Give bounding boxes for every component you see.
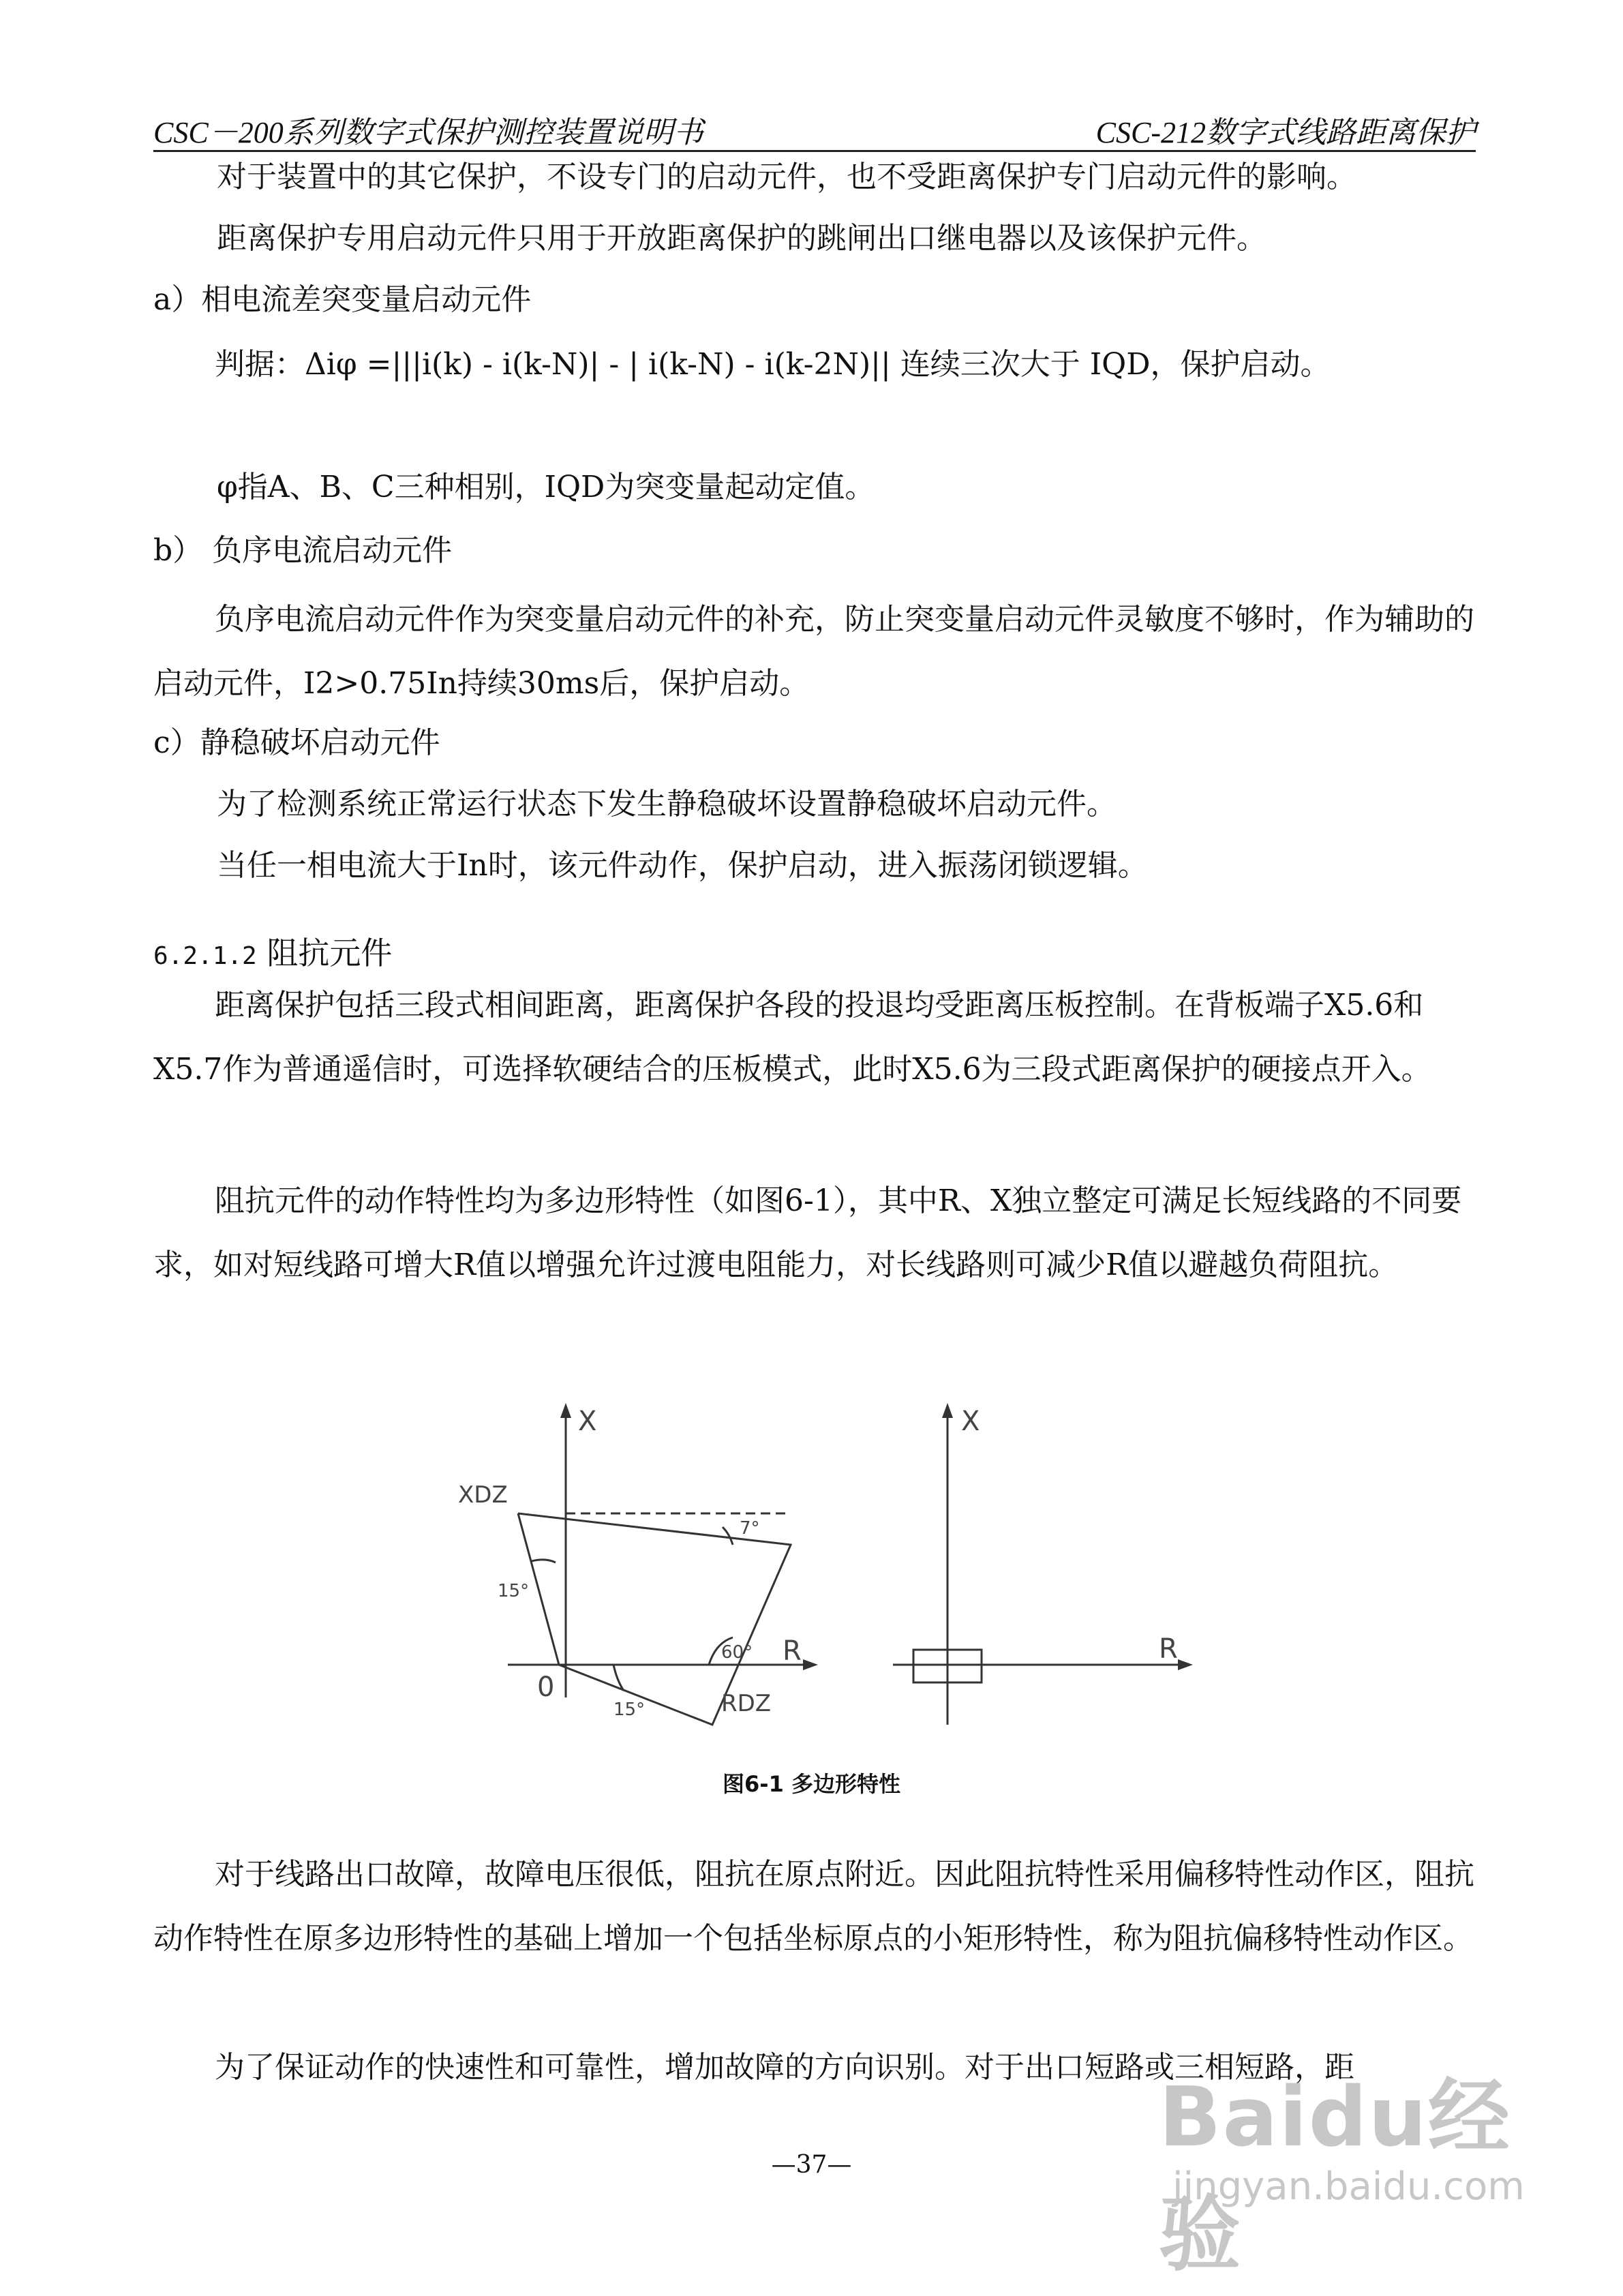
angle-arc-15-left [532,1560,556,1562]
subsection-c-text-2: 当任一相电流大于In时，该元件动作，保护启动，进入振荡闭锁逻辑。 [217,848,1148,883]
subsection-c-title: c）静稳破坏启动元件 [153,725,440,760]
left-axis-label-x: X [578,1406,597,1437]
subsection-c-text-1: 为了检测系统正常运行状态下发生静稳破坏设置静稳破坏启动元件。 [217,787,1117,821]
angle-label-7: 7° [740,1518,760,1539]
section-heading [153,933,392,977]
right-axis-label-x: X [961,1406,980,1437]
watermark-logo: Baidu经验 [1159,2070,1511,2282]
angle-label-15-bottom: 15° [613,1700,646,1720]
angle-label-60: 60° [721,1642,753,1663]
header-title-right: CSC-212数字式线路距离保护 [1095,116,1476,149]
right-axis-label-r: R [1159,1633,1178,1665]
page-header [153,108,1476,152]
angle-arc-7 [723,1527,733,1545]
section-paragraph-1: 距离保护包括三段式相间距离，距离保护各段的投退均受距离压板控制。在背板端子X5.6和X5.7作为普通遥信时，可选择软硬结合的压板模式，此时X5.6为三段式距离保护的硬接点开入。 [153,988,1431,1087]
polygon-characteristic-figure [0,1391,1623,1745]
subsection-a-note: φ指A、B、C三种相别，IQD为突变量起动定值。 [217,470,875,504]
section-paragraph-3: 对于线路出口故障，故障电压很低，阻抗在原点附近。因此阻抗特性采用偏移特性动作区，阻抗动作特性在原多边形特性的基础上增加一个包括坐标原点的小矩形特性，称为阻抗偏移特性动作区。 [153,1857,1474,1956]
subsection-b-text: 负序电流启动元件作为突变量启动元件的补充，防止突变量启动元件灵敏度不够时，作为辅助的启动元件，I2>0.75In持续30ms后，保护启动。 [153,602,1474,701]
origin-label: 0 [537,1672,555,1703]
right-r-arrowhead [1178,1659,1193,1670]
right-x-arrowhead [942,1403,953,1418]
subsection-a-title: a）相电流差突变量启动元件 [153,282,532,317]
subsection-a-formula: 判据：Δiφ =|||i(k) - i(k-N)| - | i(k-N) - i(k-2N)|| 连续三次大于 IQD，保护启动。 [215,347,1331,382]
figure-caption: 图6-1 多边形特性 [723,1771,900,1797]
section-number: 6.2.1.2 [153,942,257,970]
page-number: —37— [771,2151,852,2179]
baidu-watermark [1159,2052,1568,2282]
left-x-arrowhead [560,1403,571,1418]
watermark-url: jingyan.baidu.com [1172,2164,1525,2209]
subsection-b-title: b） 负序电流启动元件 [153,533,453,568]
section-paragraph-4: 为了保证动作的快速性和可靠性，增加故障的方向识别。对于出口短路或三相短路，距 [215,2050,1354,2085]
section-title: 阻抗元件 [267,935,393,971]
angle-label-15-left: 15° [498,1581,530,1601]
left-r-arrowhead [803,1659,818,1670]
paragraph-2: 距离保护专用启动元件只用于开放距离保护的跳闸出口继电器以及该保护元件。 [217,221,1266,256]
rdz-label: RDZ [721,1690,772,1717]
section-paragraph-2: 阻抗元件的动作特性均为多边形特性（如图6-1），其中R、X独立整定可满足长短线路的不同要求，如对短线路可增大R值以增强允许过渡电阻能力，对长线路则可减少R值以避越负荷阻抗。 [153,1183,1462,1282]
left-axis-label-r: R [783,1635,802,1667]
header-title-left: CSC－200系列数字式保护测控装置说明书 [153,116,703,149]
xdz-label: XDZ [458,1481,508,1509]
paragraph-1: 对于装置中的其它保护，不设专门的启动元件，也不受距离保护专门启动元件的影响。 [217,160,1356,194]
